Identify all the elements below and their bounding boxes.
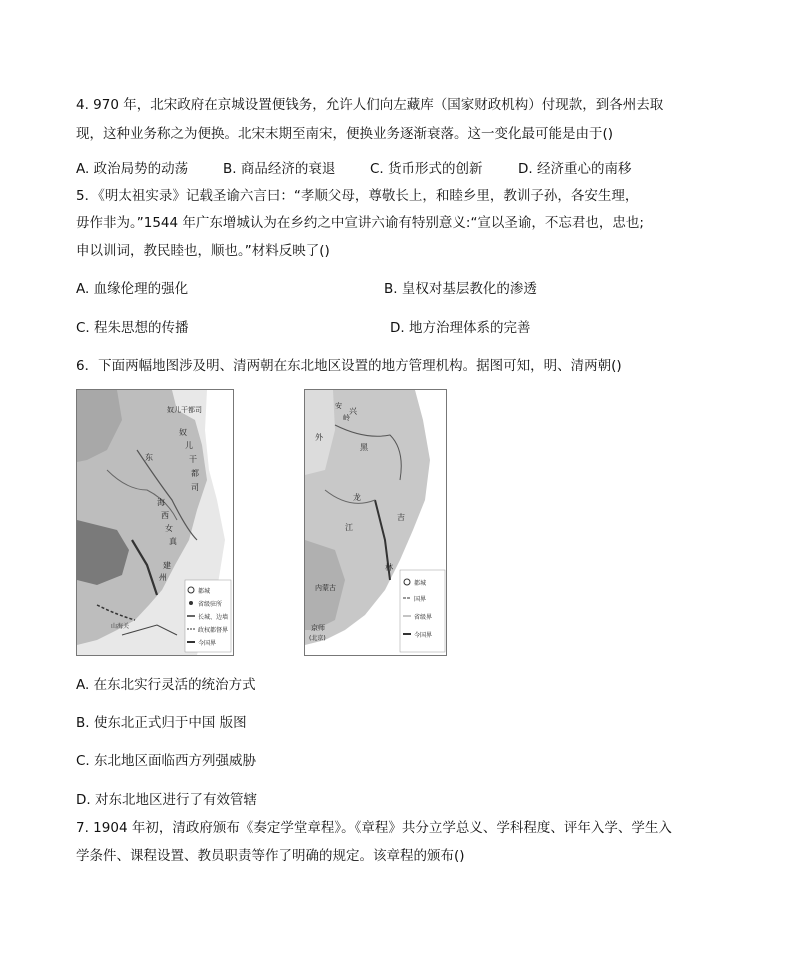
q5-option-c: C. 程朱思想的传播 [76, 320, 189, 336]
q7-stem-line2: 学条件、课程设置、教员职责等作了明确的规定。该章程的颁布() [76, 848, 465, 864]
ming-label-du: 都 [191, 469, 199, 478]
qing-label-lin: 林 [385, 563, 393, 572]
q5-stem-line2: 毋作非为。”1544 年广东增城认为在乡约之中宣讲六谕有特别意义:“宣以圣谕，不忘君也，忠也; [76, 215, 644, 231]
q6-option-d: D. 对东北地区进行了有效管辖 [76, 792, 257, 808]
qing-label-jiang: 江 [345, 523, 353, 532]
ming-label-zhen: 真 [169, 537, 177, 546]
qing-label-an: 安 [335, 402, 342, 410]
ming-label-hai: 海 [157, 498, 165, 507]
qing-label-wai: 外 [315, 433, 323, 442]
qing-label-neimenggu: 内蒙古 [315, 584, 336, 592]
qing-label-long: 龙 [353, 493, 361, 502]
q5-option-d: D. 地方治理体系的完善 [390, 320, 531, 336]
q5-stem-line1: 5．《明太祖实录》记载圣谕六言曰：“孝顺父母，尊敬长上，和睦乡里，教训子孙，各安生理， [76, 188, 639, 204]
ming-label-er: 儿 [185, 441, 193, 450]
q4-stem-line2: 现，这种业务称之为便换。北宋末期至南宋，便换业务逐渐衰落。这一变化最可能是由于() [76, 126, 614, 142]
q6-stem: 6．下面两幅地图涉及明、清两朝在东北地区设置的地方管理机构。据图可知，明、清两朝() [76, 358, 622, 374]
q4-option-b: B. 商品经济的衰退 [223, 161, 336, 177]
ming-legend-border: 今国界 [198, 640, 217, 647]
qing-label-ling: 岭 [343, 414, 350, 422]
q4-option-c: C. 货币形式的创新 [370, 161, 483, 177]
qing-legend-border: 今国界 [414, 632, 433, 639]
ming-legend-seat-icon [189, 601, 193, 605]
ming-map-graphic [77, 390, 233, 655]
qing-label-beijing: (北京) [309, 635, 326, 642]
ming-label-dong: 东 [145, 453, 153, 462]
q4-stem-line1: 4. 970 年，北宋政府在京城设置便钱务，允许人们向左藏库（国家财政机构）付现款，到各州去取 [76, 97, 664, 113]
q4-option-a: A. 政治局势的动荡 [76, 161, 189, 177]
q6-option-c: C. 东北地区面临西方列强威胁 [76, 753, 257, 769]
qing-label-hei: 黑 [360, 443, 368, 452]
qing-map [304, 389, 447, 656]
ming-label-gan: 干 [189, 455, 197, 464]
q5-option-a: A. 血缘伦理的强化 [76, 281, 189, 297]
ming-label-shanhaiguan: 山海关 [111, 623, 130, 630]
ming-label-nu: 奴 [179, 428, 187, 437]
q6-option-b: B. 使东北正式归于中国 版图 [76, 715, 247, 731]
q4-option-d: D. 经济重心的南移 [518, 161, 632, 177]
ming-legend-seat: 省级驻所 [198, 601, 223, 608]
ming-label-nv: 女 [165, 524, 173, 533]
qing-label-ji: 吉 [397, 513, 405, 522]
q5-stem-line3: 申以训词，教民睦也，顺也。”材料反映了() [76, 243, 330, 259]
ming-map [76, 389, 234, 656]
qing-label-jingshi: 京师 [311, 624, 325, 632]
ming-label-jian: 建 [163, 561, 171, 570]
ming-legend-capital: 都城 [198, 588, 211, 595]
qing-map-graphic [305, 390, 446, 655]
q7-stem-line1: 7. 1904 年初，清政府颁布《奏定学堂章程》。《章程》共分立学总义、学科程度、评年入学、学生入 [76, 820, 672, 836]
q5-option-b: B. 皇权对基层教化的渗透 [384, 281, 537, 297]
ming-legend-wall: 长城、边墙 [198, 614, 229, 621]
qing-legend-province: 省级界 [414, 614, 433, 621]
ming-label-zhou: 州 [159, 573, 167, 582]
ming-label-nurgan: 奴儿干都司 [167, 406, 202, 414]
q6-option-a: A. 在东北实行灵活的统治方式 [76, 677, 256, 693]
qing-label-xing: 兴 [349, 407, 357, 416]
ming-legend-boundary: 政权都督界 [198, 627, 229, 634]
ming-label-xi: 西 [161, 511, 169, 520]
qing-legend-nation: 国界 [414, 596, 427, 603]
qing-legend-capital: 都城 [414, 580, 427, 587]
ming-label-si: 司 [191, 483, 199, 492]
